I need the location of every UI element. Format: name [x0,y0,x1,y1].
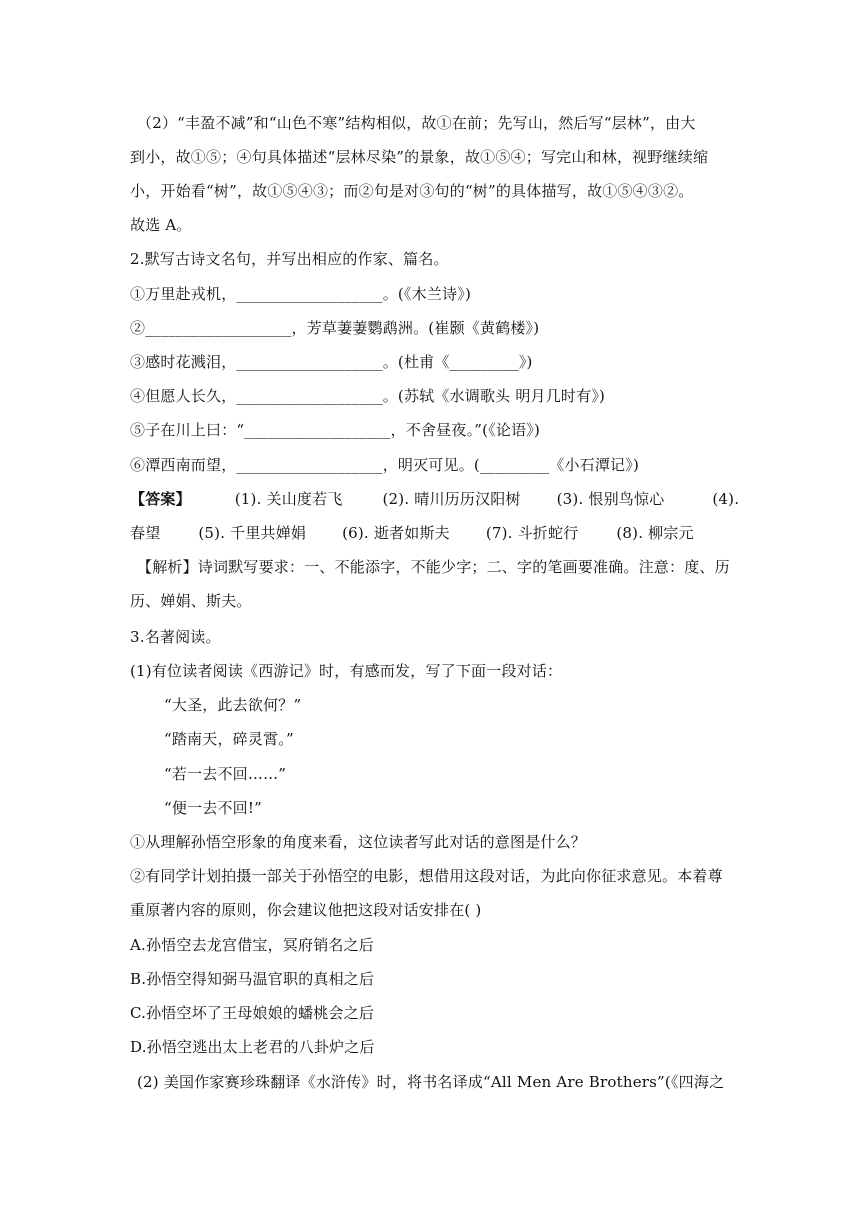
answer-item: (3). 恨别鸟惊心 [556,490,665,508]
answer-item: (8). 柳宗元 [616,524,694,542]
answer-item: (2). 晴川历历汉阳树 [382,490,521,508]
fill-blank-item: ⑤子在川上曰：“___________________，不舍昼夜。”(《论语》) [130,421,541,439]
answer-item: (4). [712,490,740,508]
sub-question-2: 重原著内容的原则，你会建议他把这段对话安排在( ) [130,901,482,919]
answer-line-2 [130,523,740,543]
fill-blank-item: ②___________________，芳草萋萋鹦鹉洲。(崔颢《黄鹤楼》) [130,319,540,337]
option-d: D.孙悟空逃出太上老君的八卦炉之后 [130,1038,375,1056]
fill-blank-item: ④但愿人长久，___________________。(苏轼《水调歌头 明月几时有》) [130,387,606,405]
dialog-line: “便一去不回!” [164,799,262,817]
answer-label: 【答案】 [130,490,191,508]
analysis-line: 【解析】诗词默写要求：一、不能添字，不能少字；二、字的笔画要准确。注意：度、历 [137,558,730,576]
fill-blank-item: ⑥潭西南而望，___________________，明灭可见。(_________《小石潭记》) [130,456,640,474]
option-a: A.孙悟空去龙宫借宝，冥府销名之后 [130,936,375,954]
answer-item: (6). 逝者如斯夫 [342,524,450,542]
dialog-line: “若一去不回……” [164,765,287,783]
analysis-line: 历、婵娟、斯夫。 [130,592,252,610]
answer-item: (7). 斗折蛇行 [485,524,579,542]
dialog-line: “大圣，此去欲何？” [164,696,302,714]
answer-item: 春望 [130,524,161,542]
answer-line-1 [130,489,740,509]
sub-question-1: ①从理解孙悟空形象的角度来看，这位读者写此对话的意图是什么？ [130,833,587,851]
text-line: 小，开始看“树”，故①⑤④③；而②句是对③句的“树”的具体描写，故①⑤④③②。 [130,182,694,200]
question-3-intro: (1)有位读者阅读《西游记》时，有感而发，写了下面一段对话： [130,662,563,680]
option-c: C.孙悟空坏了王母娘娘的蟠桃会之后 [130,1004,375,1022]
sub-question-3: (2) 美国作家赛珍珠翻译《水浒传》时，将书名译成“All Men Are Brothers”(《四海之 [137,1073,725,1091]
option-b: B.孙悟空得知弼马温官职的真相之后 [130,970,375,988]
sub-question-2: ②有同学计划拍摄一部关于孙悟空的电影，想借用这段对话，为此向你征求意见。本着尊 [130,867,723,885]
fill-blank-item: ①万里赴戎机，___________________。(《木兰诗》) [130,285,472,303]
text-line: 故选 A。 [130,216,192,234]
text-line: 到小，故①⑤；④句具体描述“层林尽染”的景象，故①⑤④；写完山和林，视野继续缩 [130,148,709,166]
dialog-line: “踏南天，碎灵霄。” [164,730,294,748]
answer-item: (5). 千里共婵娟 [198,524,307,542]
question-2-title: 2.默写古诗文名句，并写出相应的作家、篇名。 [130,250,449,268]
answer-item: (1). 关山度若飞 [234,490,343,508]
fill-blank-item: ③感时花溅泪，___________________。(杜甫《_________》) [130,353,533,371]
question-3-title: 3.名著阅读。 [130,628,221,646]
text-line: （2）“丰盈不减”和“山色不寒”结构相似，故①在前；先写山，然后写“层林”，由大 [137,114,696,132]
